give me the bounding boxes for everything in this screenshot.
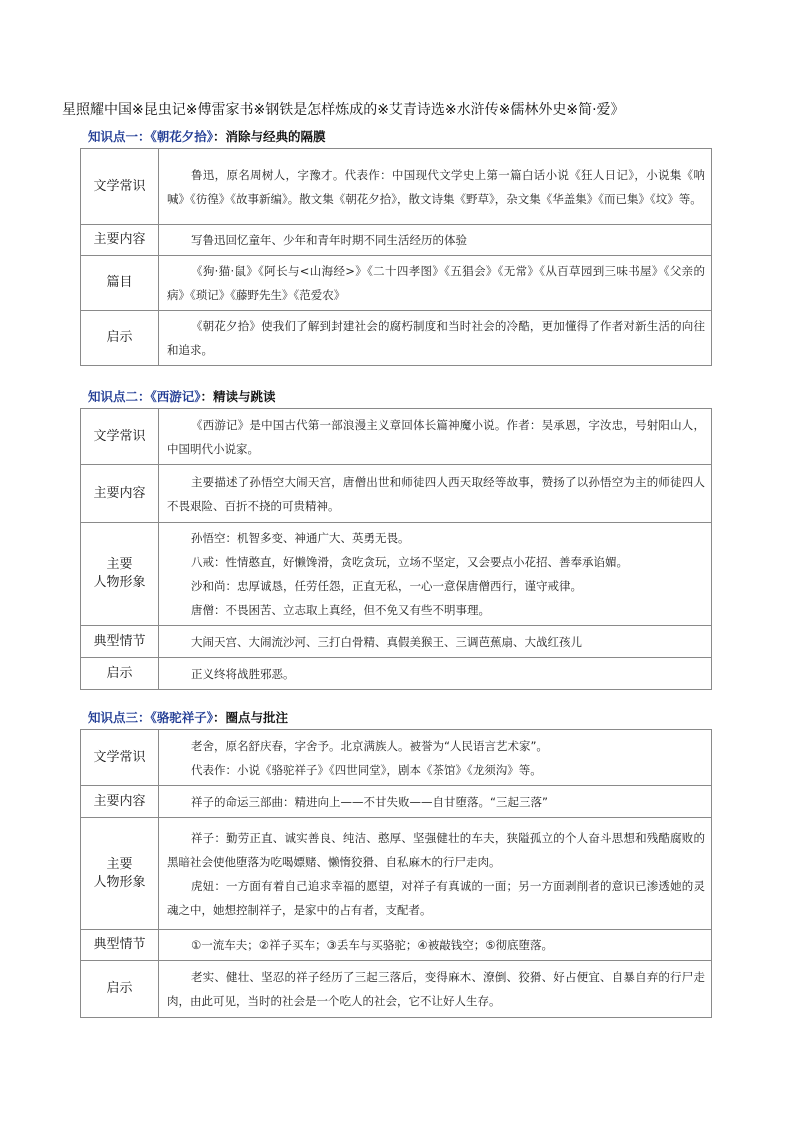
- book-list-header: 星照耀中国※昆虫记※傅雷家书※钢铁是怎样炼成的※艾青诗选※水浒传※儒林外史※简·爱》: [62, 102, 625, 118]
- row-content: 大闹天宫、大闹流沙河、三打白骨精、真假美猴王、三调芭蕉扇、大战红孩儿: [159, 626, 712, 658]
- section-topic: ：消除与经典的隔膜: [213, 129, 326, 144]
- row-label-line: 人物形象: [93, 874, 146, 890]
- content-line: 代表作：小说《骆驼祥子》《四世同堂》，剧本《茶馆》《龙须沟》等。: [191, 762, 542, 777]
- character-line: 孙悟空：机智多变、神通广大、英勇无畏。: [191, 531, 410, 545]
- character-line: 唐僧：不畏困苦、立志取上真经，但不免又有些不明事理。: [191, 603, 490, 617]
- row-content: [159, 730, 712, 786]
- table-row: [81, 930, 712, 961]
- knowledge-table-2: [80, 408, 712, 690]
- row-content: 《狗·猫·鼠》《阿长与<山海经>》《二十四孝图》《五猖会》《无常》《从百草园到三味书屋》《父亲的病》《琐记》《藤野先生》《范爱农》: [159, 256, 712, 311]
- section-topic: ：精读与跳读: [200, 389, 276, 404]
- table-row: [81, 730, 712, 786]
- row-content: 写鲁迅回忆童年、少年和青年时期不同生活经历的体验: [159, 225, 712, 256]
- section-heading-3: [88, 709, 288, 727]
- section-topic: ：圈点与批注: [213, 710, 289, 725]
- table-row: [81, 149, 712, 225]
- row-label: 主要内容: [81, 786, 159, 818]
- row-label: 主要内容: [81, 225, 159, 256]
- table-row: [81, 961, 712, 1018]
- row-label-line: 主要: [106, 557, 133, 572]
- row-label: [81, 523, 159, 626]
- book-title: 《骆驼祥子》: [150, 710, 214, 725]
- table-row: [81, 465, 712, 523]
- table-row: [81, 523, 712, 626]
- book-title: 《朝花夕拾》: [150, 129, 214, 144]
- row-content: ①一流车夫；②祥子买车；③丢车与买骆驼；④被敲钱空；⑤彻底堕落。: [159, 930, 712, 961]
- table-row: [81, 256, 712, 311]
- row-content: [159, 818, 712, 930]
- knowledge-table-3: [80, 729, 712, 1018]
- book-title: 《西游记》: [150, 389, 201, 404]
- table-row: [81, 786, 712, 818]
- knowledge-table-1: [80, 148, 712, 366]
- row-content: 《西游记》是中国古代第一部浪漫主义章回体长篇神魔小说。作者：吴承恩，字汝忠，号射阳山人，中国明代小说家。: [159, 409, 712, 465]
- section-number: 知识点一：: [88, 129, 151, 144]
- content-line: 老舍，原名舒庆春，字舍予。北京满族人。被誉为“人民语言艺术家”。: [191, 738, 548, 753]
- row-label: 篇目: [81, 256, 159, 311]
- table-row: [81, 225, 712, 256]
- table-row: [81, 409, 712, 465]
- section-number: 知识点二：: [88, 389, 151, 404]
- row-label-line: 主要: [106, 856, 133, 872]
- row-content: 《朝花夕拾》使我们了解到封建社会的腐朽制度和当时社会的冷酷，更加懂得了作者对新生活的向往和追求。: [159, 311, 712, 366]
- row-label: 文学常识: [81, 409, 159, 465]
- table-row: [81, 818, 712, 930]
- section-heading-1: [88, 128, 326, 146]
- row-label: 文学常识: [81, 730, 159, 786]
- row-content: 老实、健壮、坚忍的祥子经历了三起三落后，变得麻木、潦倒、狡猾、好占便宜、自暴自弃的行尸走肉，由此可见，当时的社会是一个吃人的社会，它不让好人生存。: [159, 961, 712, 1018]
- table-row: [81, 626, 712, 658]
- row-content: 鲁迅，原名周树人，字豫才。代表作：中国现代文学史上第一篇白话小说《狂人日记》，小说集《呐喊》《彷徨》《故事新编》。散文集《朝花夕拾》，散文诗集《野草》，杂文集《华盖集》《而已集》《坟》等。: [159, 149, 712, 225]
- character-line: 沙和尚：忠厚诚恳，任劳任怨，正直无私，一心一意保唐僧西行，谨守戒律。: [191, 579, 582, 593]
- section-number: 知识点三：: [88, 710, 151, 725]
- row-content: 正义终将战胜邪恶。: [159, 658, 712, 690]
- row-label-line: 人物形象: [93, 575, 146, 590]
- character-line: 八戒：性情憨直，好懒馋滑，贪吃贪玩，立场不坚定，又会要点小花招、善奉承谄媚。: [191, 555, 628, 569]
- row-label: 主要内容: [81, 465, 159, 523]
- section-heading-2: [88, 388, 276, 406]
- character-paragraph: 虎妞：一方面有着自己追求幸福的愿望，对祥子有真诚的一面；另一方面剥削者的意识已渗透她的灵魂之中，她想控制祥子，是家中的占有者，支配者。: [167, 878, 705, 917]
- table-row: [81, 311, 712, 366]
- character-paragraph: 祥子：勤劳正直、诚实善良、纯洁、憨厚、坚强健壮的车夫，狭隘孤立的个人奋斗思想和残酷腐败的黑暗社会使他堕落为吃喝嫖赌、懒惰狡猾、自私麻木的行尸走肉。: [167, 830, 705, 869]
- row-label: 典型情节: [81, 626, 159, 658]
- row-label: 启示: [81, 961, 159, 1018]
- row-label: 文学常识: [81, 149, 159, 225]
- table-row: [81, 658, 712, 690]
- row-label: 典型情节: [81, 930, 159, 961]
- row-content: [159, 523, 712, 626]
- row-content: 主要描述了孙悟空大闹天宫，唐僧出世和师徒四人西天取经等故事，赞扬了以孙悟空为主的师徒四人不畏艰险、百折不挠的可贵精神。: [159, 465, 712, 523]
- row-label: 启示: [81, 658, 159, 690]
- row-content: 祥子的命运三部曲：精进向上——不甘失败——自甘堕落。“三起三落”: [159, 786, 712, 818]
- row-label: [81, 818, 159, 930]
- row-label: 启示: [81, 311, 159, 366]
